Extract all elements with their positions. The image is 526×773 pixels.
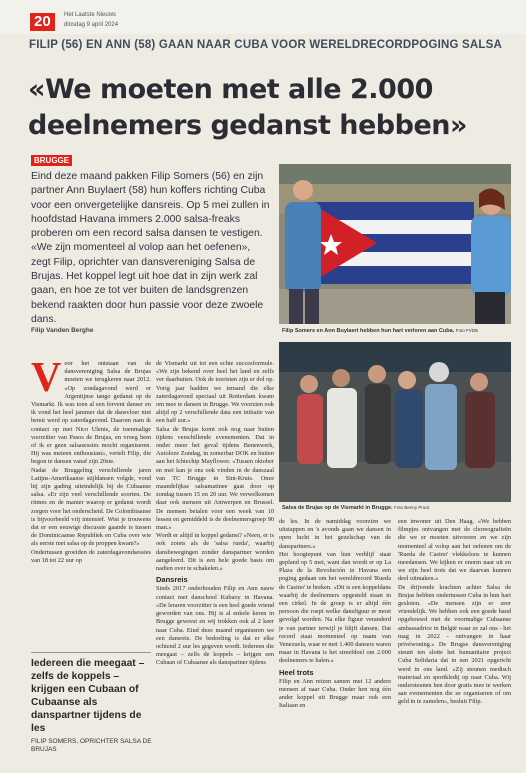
masthead-bar — [0, 0, 526, 34]
pull-quote: Iedereen die meegaat – zelfs de koppels – krijgen een Cubaan of Cubaanse als danspartner tijdens de les — [31, 658, 145, 734]
headline-line-2: deelnemers gedanst hebben» — [28, 110, 467, 141]
article-column-3 — [279, 518, 391, 711]
column-1-paragraph-2: Nadat de Bruggeling verschillende jaren Latijns-Amerikaanse stijldansen volgde, vond hij zijn gading uiteindelijk bij de Cubaanse salsa. «Er zijn veel verschillende soorten. De ritmes en de manier waarop er gedanst wordt zorgen voor het onderscheid. De Colombiaanse is bijvoorbeeld vrij intensief. Wist je trouwens dat er een eeuwige discussie gaande is tussen de Dominicaanse Republiek en Cuba over wie als eerste met salsa op de proppen kwam?» — [31, 466, 151, 548]
article-column-1 — [31, 355, 151, 565]
photo-2-caption-text: Salsa de Brujas op de Vismarkt in Brugge. — [282, 505, 393, 511]
column-2-paragraph-3: Wordt er altijd in koppel gedanst? «Neen, er is ook zoiets als de 'salsa rueda', waarbij dansbewegingen zonder danspartner worden aangeleerd. Dit is een hele goede basis om nadien over te schakelen.» — [156, 532, 274, 573]
column-2-paragraph-1: de Vismarkt uit tot een echte succesformule. «We zijn bekend over heel het land en zelfs ver daarbuiten. Ook de toeristen zijn er dol op. Vorig jaar hadden we iemand die elke zaterdagavond speciaal uit Rotterdam kwam om mee te dansen in Brugge. We voorzien ook altijd op 2 verschillende data een initiatie van een half uur.» — [156, 360, 274, 425]
column-1-paragraph-1: oor het ontstaan van de dansvereniging Salsa de Brujas moeten we terugkeren naar 2012. «Op zondagavond werd er Argentijnse tango gedanst op de Vismarkt. Ik was toen al een fervent danser en ik vond het heel jammer dat de dansvloer niet benut werd op zaterdagavond. Daarom nam ik contact op met Nico Ulenis, de toenmalige voorzitter van Pasos de Brujas, en vroeg hem of ik er geen salsasessies mocht organiseren. Hij was meteen enthousiast», vertelt Filip, die begon te dansen vanaf zijn 20ste. — [31, 360, 151, 466]
column-4-paragraph-2: De drijvende krachten achter Salsa de Brujas hebben ondertussen Cuba in hun hart gesloten. «De mensen zijn er zeer vriendelijk. We hebben ook een goede band opgebouwd met de voormalige Cubaanse ambassadrice in België waar ze zal ons - het mag in 2022 - ontvangen in haar privéwoning.» De Brugse dansvereniging steunt ten slotte het humanitaire project Cuba Solidaria dat in een 2021 opgericht werd in ons land. «Zij steunen medisch materiaal en sportkledij op naar Cuba. Wij ondersteunen hen door gratis mee te werken aan evenementen die ze organiseren of om geld in te zamelen», besluit Filip. — [398, 583, 511, 706]
subheading-dansreis: Dansreis — [156, 575, 188, 585]
subheading-heel-trots: Heel trots — [279, 667, 314, 677]
photo-2-caption — [282, 505, 512, 511]
section-tag: BRUGGE — [31, 155, 72, 166]
drop-cap: V — [31, 355, 62, 401]
photo-1-credit: Foto FVDB — [455, 328, 478, 333]
article-column-4 — [398, 518, 511, 707]
byline: Filip Vanden Berghe — [31, 327, 94, 334]
cuban-flag — [309, 202, 474, 284]
issue-date: dinsdag 9 april 2024 — [64, 22, 119, 28]
column-3-paragraph-1: de les. In de namiddag voorzien we uitstappen en 's avonds gaan we dansen in open lucht in het gezelschap van de danspartners.» — [279, 518, 391, 550]
column-3-paragraph-2: Het hoogtepunt van hun verblijf staat gepland op 5 mei, want dan wordt er op La Plaza de la Revolución in Havana een poging gedaan om het wereldrecord 'Rueda de Casino' te breken. «Dit is een koppeldans waarbij de deelnemers opgesteld staan in een cirkel. In de groep is er altijd één persoon die roept welke dansfiguur er moet gevolgd worden. Na elke figuur veranderd je van partner terwijl je blijft dansen. Dat record staat momenteel op naam van Venezuela, waar er met 1.400 dansers waren maar in Havana is het streefdoel om 2.000 deelnemers te halen.» — [279, 550, 391, 665]
paper-name: Het Laatste Nieuws — [64, 12, 117, 18]
photo-1-caption — [282, 328, 512, 334]
column-2-paragraph-2: Salsa de Brujas komt ook nog naar buiten tijdens verschillende evenementen. Dat in onder meer het geval tijdens Benenwerk, Autoloze Zondag, in zomerbar DOK en buiten aan het Ichtechip Mayflower. «Tussen oktober en mei kan je ons ook vinden in de danszaal van TC Brugge in Sint-Kruis. Onze maandelijkse salsamatinee gaat door op zondag tussen 15 en 20 uur. We verwelkomen daar ook mensen uit Antwerpen en Brussel. De mensen betalen voor een week van 10 lessen en gemiddeld is de deelnemersgroep 90 man.» — [156, 425, 274, 532]
column-2-paragraph-4: Sinds 2017 onderhouden Filip en Ann nauw contact met danschool Kubaoy in Havana. «De leraren voorzitter is een heel goede vriend geworden van ons. Hij is al enkele keren in Brugge geweest en wij trokken ook al 2 keer naar Cuba. Eind deze maand organiseren we een dansreis. De bedoeling is dat er elke ochtend 2 uur les gegeven wordt. Iedereen die meegaat – zelfs de koppels – krijgen een Cubaan of Cubaanse als danspartner tijdens — [156, 585, 275, 667]
article-kicker: FILIP (56) EN ANN (58) GAAN NAAR CUBA VOOR WERELDRECORDPOGING SALSA — [29, 39, 503, 51]
article-column-2 — [156, 360, 274, 668]
column-4-paragraph-1: een inwoner uit Den Haag. «We hebben filmpjes ontvangen met de choreografieën die we er moeten uitvoeren en we zijn momenteel al volop aan het oefenen om de 'Rueda de Casino' vlekkeloos te kunnen meedansen. We kijken er enorm naar uit en we zijn heel trots dat we daarvan kunnen deel uitmaken.» — [398, 518, 511, 583]
photo-dancers-illustration — [279, 342, 511, 502]
column-3-paragraph-3: Filip en Ann reizen samen met 12 andere mensen af naar Cuba. Onder hen nog één ander koppel uit Brugge maar ook een Italiaan en — [279, 677, 391, 710]
pull-quote-author: FILIP SOMERS, OPRICHTER SALSA DE BRUJAS — [31, 738, 152, 753]
headline-line-1: «We moeten met alle 2.000 — [28, 74, 433, 105]
photo-couple-with-flag — [279, 164, 511, 324]
headline — [28, 72, 518, 144]
column-1-paragraph-3: Ondertussen groeiden de zaterdagavondsessies van 18 tot 22 uur op — [31, 548, 151, 564]
photo-dancers-vismarkt — [279, 342, 511, 502]
photo-2-credit: Foto Benny Proot — [394, 505, 430, 510]
photo-couple-illustration — [279, 164, 511, 324]
pull-quote-divider — [31, 652, 151, 653]
lead-paragraph: Eind deze maand pakken Filip Somers (56) en zijn partner Ann Buylaert (58) hun koffers richting Cuba voor een onvergetelijke dansreis. Op 5 mei zullen in hoofdstad Havana immers 2.000 salsa-freaks proberen om een record salsa dansen te vestigen. «We zijn momenteel al volop aan het oefenen», zegt Filip, oprichter van dansvereniging Salsa de Brujas. Het koppel legt uit hoe dat in zijn werk zal gaan, en hoe ze tot ver buiten de landsgrenzen bekend raakten door hun passie voor deze zwoele dans. — [31, 171, 270, 325]
photo-1-caption-text: Filip Somers en Ann Buylaert hebben hun hart verloren aan Cuba. — [282, 328, 455, 334]
page-number: 20 — [30, 13, 55, 31]
